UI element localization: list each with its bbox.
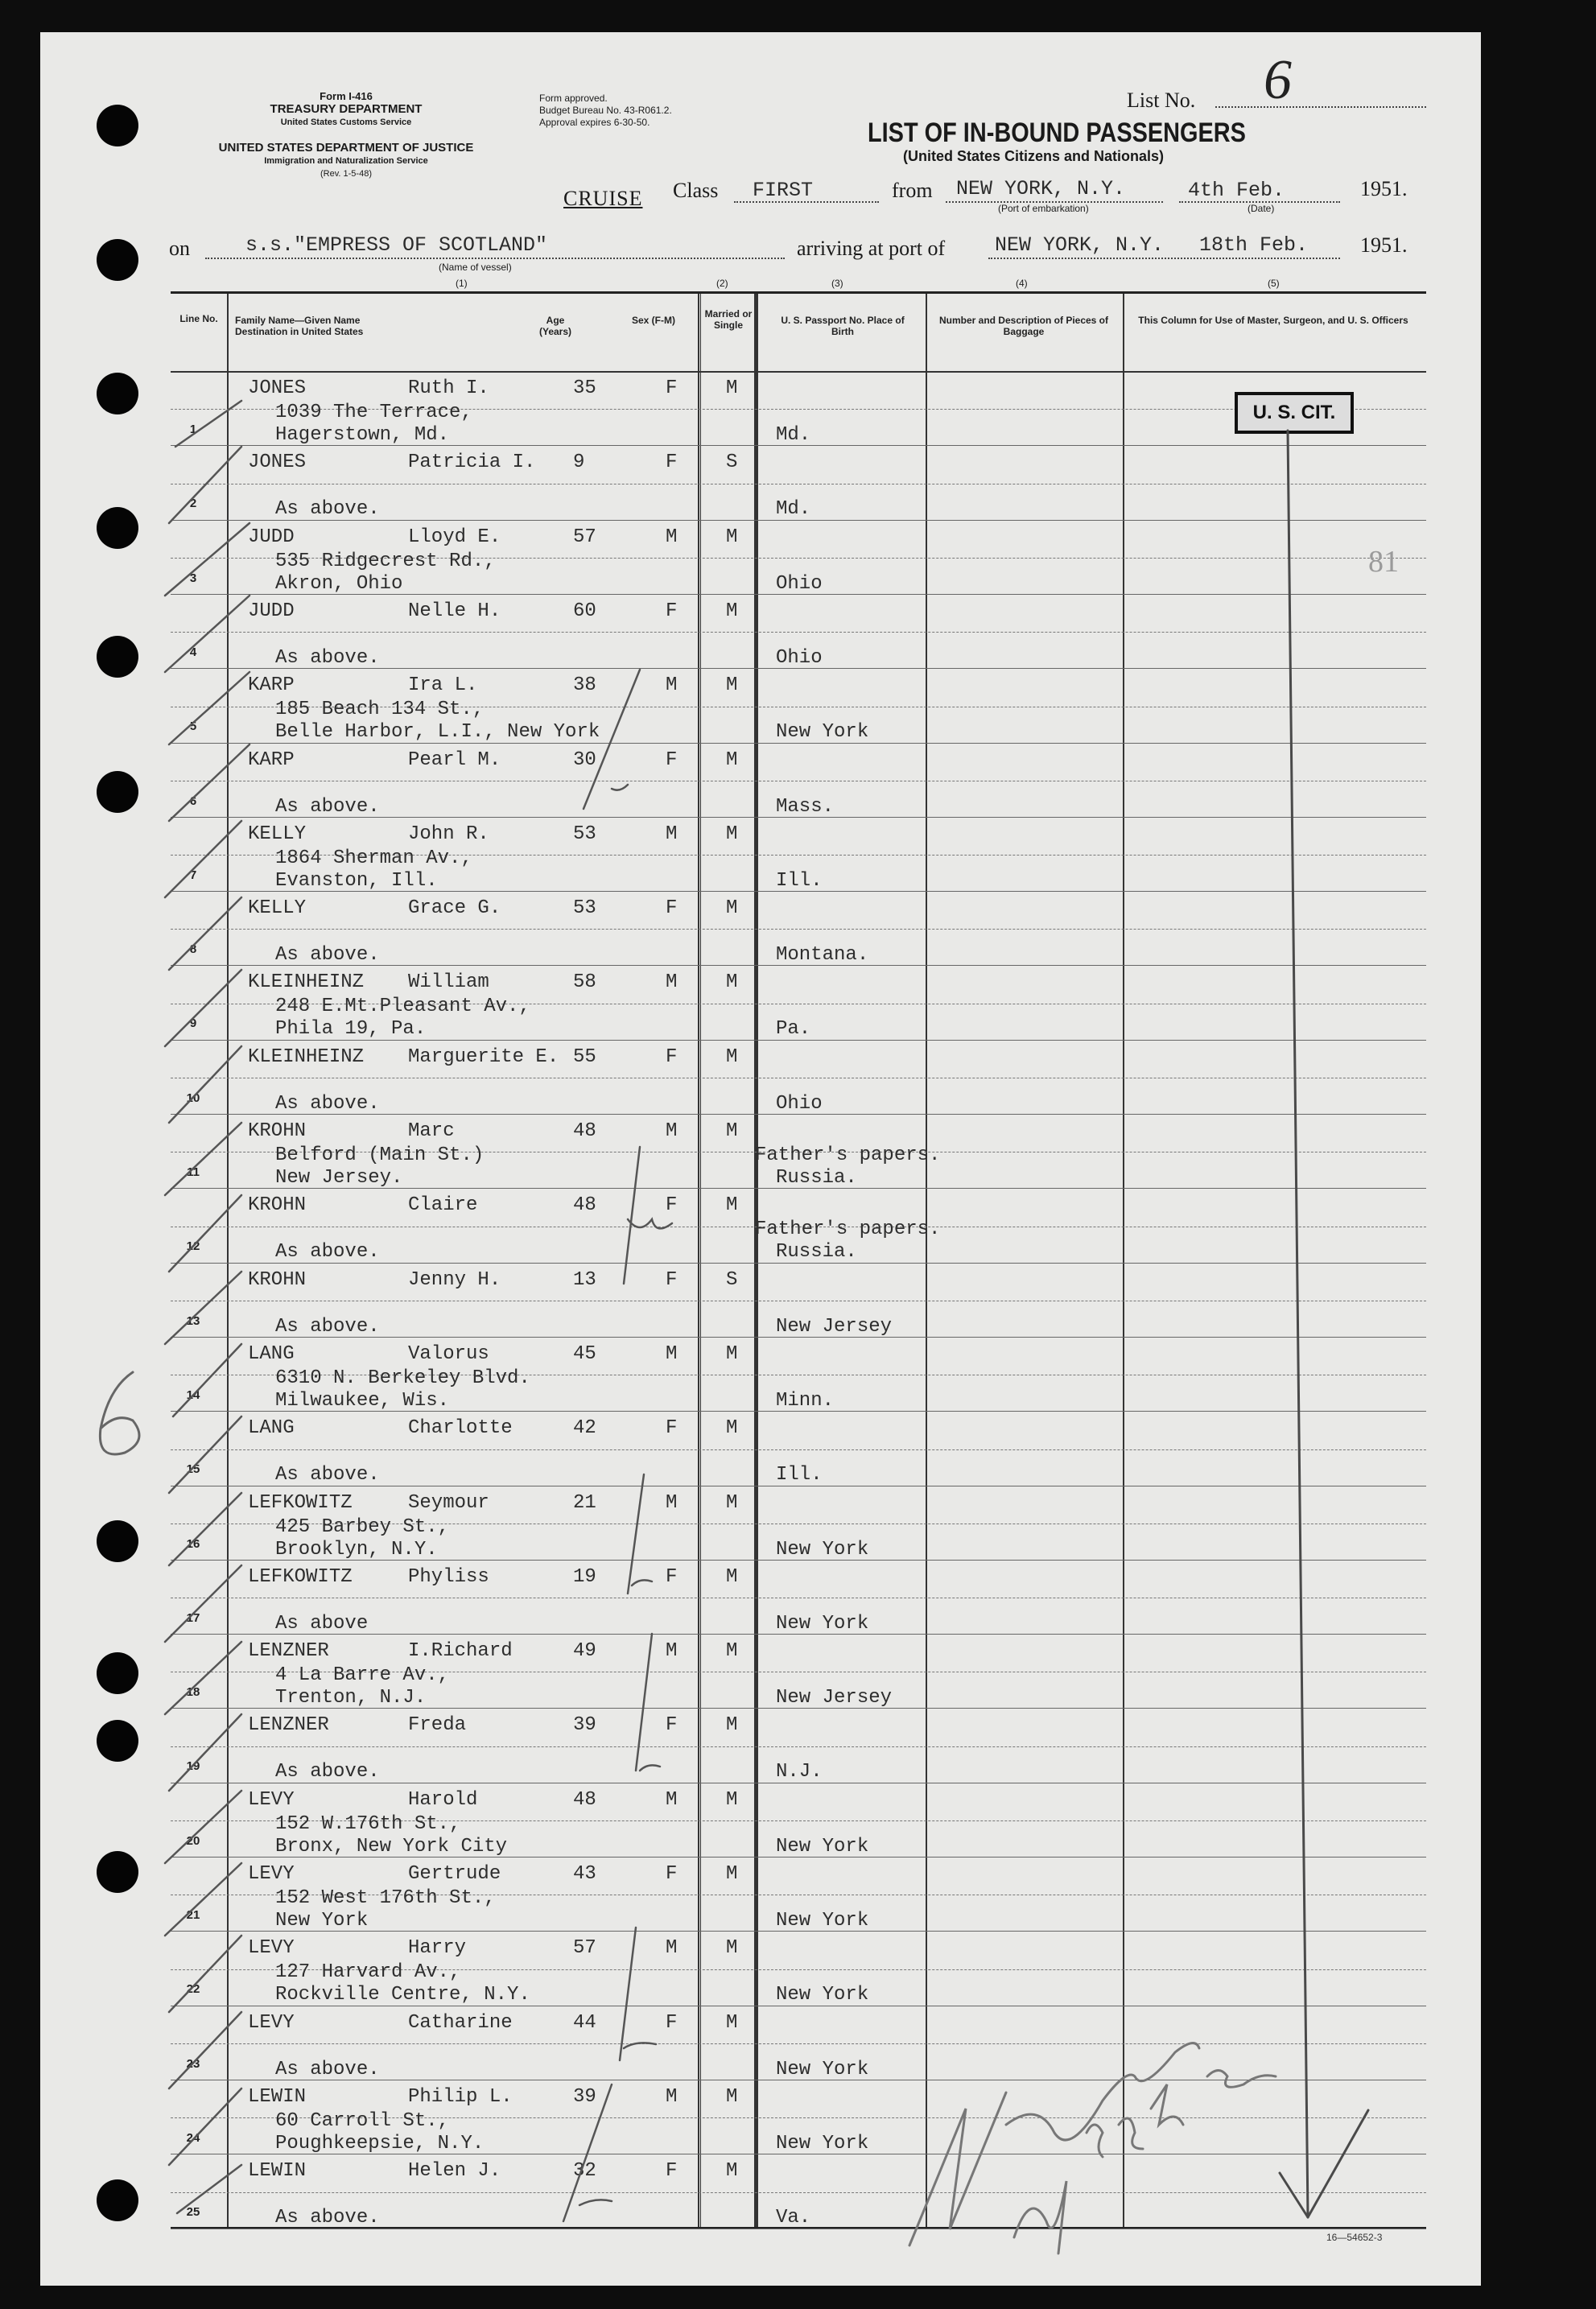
birthplace: New York (776, 1835, 869, 1858)
marital-status: M (726, 971, 738, 994)
address-line-2: As above. (275, 2058, 380, 2080)
sex: M (666, 1120, 678, 1142)
marital-status: M (726, 600, 738, 622)
marital-status: M (726, 2160, 738, 2183)
line-number: 15 (186, 1462, 200, 1477)
given-name: Marguerite E. (408, 1045, 559, 1068)
col-head-sex: Sex (F-M) (632, 315, 675, 326)
footer-code: 16—54652-3 (1326, 2232, 1383, 2243)
vessel-name: s.s."EMPRESS OF SCOTLAND" (245, 233, 548, 257)
sex: F (666, 1194, 678, 1217)
address-line-1: 535 Ridgecrest Rd., (275, 550, 496, 572)
age: 55 (573, 1045, 596, 1068)
address-line-1: 248 E.Mt.Pleasant Av., (275, 996, 530, 1018)
birthplace: Ohio (776, 1092, 823, 1115)
address-line-2: As above. (275, 1092, 380, 1115)
col-num-3: (3) (831, 278, 843, 289)
class-label: Class (673, 179, 719, 202)
birthplace: New York (776, 1538, 869, 1561)
family-name: LEVY (248, 1937, 295, 1960)
col-head-baggage: Number and Description of Pieces of Baggage (938, 315, 1109, 337)
sex: F (666, 600, 678, 622)
line-number: 9 (189, 1016, 197, 1031)
marital-status: M (726, 2085, 738, 2108)
given-name: Ruth I. (408, 377, 489, 399)
sex: F (666, 1863, 678, 1885)
sex: M (666, 1342, 678, 1365)
address-line-2: As above. (275, 2207, 380, 2229)
address-line-2: As above. (275, 944, 380, 967)
given-name: Ira L. (408, 674, 478, 697)
address-line-1: 1864 Sherman Av., (275, 847, 472, 869)
family-name: KROHN (248, 1194, 307, 1217)
address-line-1: 127 Harvard Av., (275, 1961, 461, 1984)
sex: F (666, 1268, 678, 1291)
arrive-date: 18th Feb. (1199, 233, 1309, 257)
family-name: LENZNER (248, 1714, 329, 1737)
sex: M (666, 1937, 678, 1960)
address-line-1: 425 Barbey St., (275, 1515, 450, 1538)
marital-status: M (726, 1565, 738, 1588)
arrive-port: NEW YORK, N.Y. (995, 233, 1165, 257)
line-number: 5 (189, 720, 197, 734)
age: 30 (573, 748, 596, 771)
page-title: LIST OF IN-BOUND PASSENGERS (868, 118, 1246, 148)
family-name: LEWIN (248, 2085, 307, 2108)
page-subtitle: (United States Citizens and Nationals) (903, 148, 1165, 164)
family-name: LEVY (248, 1863, 295, 1885)
birthplace-note: Father's papers. (755, 1218, 941, 1241)
line-number: 18 (186, 1685, 200, 1700)
birthplace: Pa. (776, 1018, 811, 1041)
address-line-2: As above. (275, 795, 380, 818)
given-name: Helen J. (408, 2160, 501, 2183)
given-name: Harold (408, 1788, 478, 1811)
age: 19 (573, 1565, 596, 1588)
family-name: KROHN (248, 1120, 307, 1142)
family-name: LEVY (248, 2011, 295, 2034)
sex: M (666, 823, 678, 845)
address-line-2: New Jersey. (275, 1167, 403, 1189)
line-number: 12 (186, 1239, 200, 1254)
marital-status: M (726, 1417, 738, 1440)
marital-status: S (726, 451, 738, 474)
col-head-married: Married or Single (704, 308, 753, 331)
age: 48 (573, 1788, 596, 1811)
family-name: JUDD (248, 526, 295, 548)
line-number: 22 (186, 1982, 200, 1997)
given-name: Lloyd E. (408, 526, 501, 548)
on-label: on (169, 237, 190, 260)
birthplace: Mass. (776, 795, 835, 818)
age: 39 (573, 2085, 596, 2108)
family-name: LANG (248, 1342, 295, 1365)
line-number: 25 (186, 2205, 200, 2220)
us-citizen-stamp: U. S. CIT. (1235, 392, 1354, 434)
address-line-2: Akron, Ohio (275, 572, 403, 595)
line-number: 14 (186, 1387, 200, 1402)
given-name: Nelle H. (408, 600, 501, 622)
given-name: Marc (408, 1120, 455, 1142)
family-name: KLEINHEINZ (248, 971, 365, 994)
line-number: 23 (186, 2056, 200, 2071)
family-name: LANG (248, 1417, 295, 1440)
from-label: from (892, 179, 933, 202)
budget-bureau: Budget Bureau No. 43-R061.2. (539, 105, 672, 116)
marital-status: M (726, 1788, 738, 1811)
age: 48 (573, 1194, 596, 1217)
address-line-2: Bronx, New York City (275, 1835, 508, 1858)
age: 35 (573, 377, 596, 399)
class-value: FIRST (753, 179, 814, 202)
sex: M (666, 971, 678, 994)
age: 53 (573, 897, 596, 920)
given-name: Catharine (408, 2011, 513, 2034)
given-name: Valorus (408, 1342, 489, 1365)
family-name: JONES (248, 451, 307, 474)
marital-status: M (726, 526, 738, 548)
family-name: KARP (248, 674, 295, 697)
port-caption: (Port of embarkation) (998, 203, 1089, 214)
marital-status: M (726, 674, 738, 697)
age: 60 (573, 600, 596, 622)
date-caption: (Date) (1248, 203, 1275, 214)
line-number: 19 (186, 1759, 200, 1774)
marital-status: M (726, 1045, 738, 1068)
line-number: 24 (186, 2130, 200, 2145)
age: 13 (573, 1268, 596, 1291)
age: 53 (573, 823, 596, 845)
margin-number: 81 (1368, 545, 1399, 579)
revision: (Rev. 1-5-48) (320, 169, 372, 179)
col-head-age: Age (Years) (538, 315, 572, 337)
marital-status: M (726, 748, 738, 771)
address-line-2: Belle Harbor, L.I., New York (275, 721, 600, 744)
address-line-2: Hagerstown, Md. (275, 424, 450, 446)
given-name: Grace G. (408, 897, 501, 920)
address-line-2: As above. (275, 646, 380, 669)
year-1: 1951. (1360, 177, 1408, 200)
line-number: 20 (186, 1833, 200, 1848)
given-name: Freda (408, 1714, 467, 1737)
age: 44 (573, 2011, 596, 2034)
sex: F (666, 1565, 678, 1588)
marital-status: M (726, 1194, 738, 1217)
sex: F (666, 897, 678, 920)
marital-status: M (726, 1640, 738, 1663)
ins-service: Immigration and Naturalization Service (264, 156, 428, 166)
age: 21 (573, 1491, 596, 1514)
age: 58 (573, 971, 596, 994)
address-line-1: 152 West 176th St., (275, 1887, 496, 1909)
address-line-1: 4 La Barre Av., (275, 1664, 450, 1687)
marital-status: M (726, 897, 738, 920)
birthplace: Ohio (776, 646, 823, 669)
address-line-2: New York (275, 1910, 369, 1932)
marital-status: M (726, 1714, 738, 1737)
marital-status: M (726, 823, 738, 845)
sex: F (666, 451, 678, 474)
given-name: Gertrude (408, 1863, 501, 1885)
line-number: 3 (189, 571, 197, 585)
age: 43 (573, 1863, 596, 1885)
address-line-2: Milwaukee, Wis. (275, 1389, 450, 1412)
address-line-2: Brooklyn, N.Y. (275, 1538, 438, 1561)
given-name: Pearl M. (408, 748, 501, 771)
address-line-1: 1039 The Terrace, (275, 402, 472, 423)
sex: M (666, 2085, 678, 2108)
sex: F (666, 1714, 678, 1737)
age: 57 (573, 526, 596, 548)
sex: F (666, 1417, 678, 1440)
address-line-1: 60 Carroll St., (275, 2109, 450, 2132)
given-name: Phyliss (408, 1565, 489, 1588)
list-no-value: 6 (1264, 49, 1292, 111)
birthplace: Montana. (776, 944, 869, 967)
address-line-2: Poughkeepsie, N.Y. (275, 2132, 485, 2154)
col-head-line-no: Line No. (179, 313, 218, 324)
line-number: 8 (189, 942, 197, 957)
age: 48 (573, 1120, 596, 1142)
marital-status: M (726, 2011, 738, 2034)
form-approved: Form approved. (539, 93, 608, 104)
sex: F (666, 377, 678, 399)
birthplace: Russia. (776, 1241, 857, 1264)
family-name: LEVY (248, 1788, 295, 1811)
col-head-passport: U. S. Passport No. Place of Birth (781, 315, 905, 337)
line-number: 1 (189, 423, 197, 436)
family-name: JONES (248, 377, 307, 399)
family-name: JUDD (248, 600, 295, 622)
age: 49 (573, 1640, 596, 1663)
age: 45 (573, 1342, 596, 1365)
address-line-2: As above. (275, 1241, 380, 1264)
from-value: NEW YORK, N.Y. (956, 177, 1126, 200)
given-name: Seymour (408, 1491, 489, 1514)
address-line-2: As above. (275, 1761, 380, 1783)
line-number: 10 (186, 1091, 200, 1105)
age: 39 (573, 1714, 596, 1737)
birthplace: Va. (776, 2207, 811, 2229)
sex: M (666, 674, 678, 697)
family-name: KELLY (248, 823, 307, 845)
line-number: 6 (189, 794, 197, 808)
birthplace: Md. (776, 424, 811, 446)
line-number: 11 (187, 1165, 200, 1179)
given-name: John R. (408, 823, 489, 845)
year-2: 1951. (1360, 233, 1408, 257)
address-line-2: As above. (275, 1315, 380, 1338)
marital-status: M (726, 1937, 738, 1960)
family-name: LEFKOWITZ (248, 1491, 353, 1514)
age: 57 (573, 1937, 596, 1960)
address-line-1: 6310 N. Berkeley Blvd. (275, 1367, 530, 1389)
given-name: Philip L. (408, 2085, 513, 2108)
sex: M (666, 1491, 678, 1514)
address-line-2: Rockville Centre, N.Y. (275, 1984, 530, 2006)
line-number: 16 (186, 1536, 200, 1551)
birthplace: New York (776, 721, 869, 744)
sex: M (666, 1788, 678, 1811)
sex: F (666, 2160, 678, 2183)
line-number: 21 (186, 1908, 200, 1922)
from-date: 4th Feb. (1188, 179, 1285, 202)
form-number: Form I-416 (320, 90, 373, 102)
age: 38 (573, 674, 596, 697)
given-name: Jenny H. (408, 1268, 501, 1291)
sex: F (666, 2011, 678, 2034)
col-num-5: (5) (1268, 278, 1280, 289)
marital-status: M (726, 1120, 738, 1142)
sex: F (666, 748, 678, 771)
list-no-label: List No. (1127, 89, 1196, 112)
family-name: KARP (248, 748, 295, 771)
address-line-1: 152 W.176th St., (275, 1812, 461, 1835)
birthplace: Minn. (776, 1389, 835, 1412)
line-number: 13 (186, 1313, 200, 1328)
family-name: KLEINHEINZ (248, 1045, 365, 1068)
age: 42 (573, 1417, 596, 1440)
sex: F (666, 1045, 678, 1068)
line-number: 4 (189, 645, 197, 659)
col-num-4: (4) (1016, 278, 1028, 289)
age: 9 (573, 451, 585, 474)
birthplace: New Jersey (776, 1315, 893, 1338)
line-number: 7 (189, 868, 197, 882)
col-num-2: (2) (716, 278, 728, 289)
marital-status: M (726, 1342, 738, 1365)
address-line-2: As above (275, 1612, 369, 1635)
customs-service: United States Customs Service (280, 118, 412, 127)
family-name: KELLY (248, 897, 307, 920)
birthplace: Russia. (776, 1167, 857, 1189)
vessel-caption: (Name of vessel) (439, 262, 512, 273)
marital-status: M (726, 1491, 738, 1514)
given-name: Harry (408, 1937, 467, 1960)
family-name: LEFKOWITZ (248, 1565, 353, 1588)
col-head-officers: This Column for Use of Master, Surgeon, and U. S. Officers (1138, 315, 1408, 326)
birthplace: New York (776, 1612, 869, 1635)
birthplace: Ill. (776, 1464, 823, 1486)
address-line-2: Phila 19, Pa. (275, 1018, 427, 1041)
given-name: Patricia I. (408, 451, 536, 474)
given-name: Charlotte (408, 1417, 513, 1440)
address-line-2: Evanston, Ill. (275, 869, 438, 892)
birthplace: Ill. (776, 869, 823, 892)
birthplace: New York (776, 2058, 869, 2080)
address-line-1: Belford (Main St.) (275, 1144, 485, 1166)
marital-status: M (726, 377, 738, 399)
family-name: LENZNER (248, 1640, 329, 1663)
address-line-1: 185 Beach 134 St., (275, 699, 485, 721)
line-number: 17 (186, 1610, 200, 1625)
marital-status: M (726, 1863, 738, 1885)
birthplace: New York (776, 1910, 869, 1932)
marital-status: S (726, 1268, 738, 1291)
col-head-name: Family Name—Given Name Destination in United States (235, 315, 364, 337)
treasury-dept: TREASURY DEPARTMENT (270, 102, 423, 116)
address-line-2: Trenton, N.J. (275, 1687, 427, 1709)
cruise-label: CRUISE (563, 187, 643, 210)
given-name: Claire (408, 1194, 478, 1217)
birthplace: New Jersey (776, 1687, 893, 1709)
age: 32 (573, 2160, 596, 2183)
justice-dept: UNITED STATES DEPARTMENT OF JUSTICE (218, 141, 474, 155)
birthplace: New York (776, 1984, 869, 2006)
birthplace: New York (776, 2132, 869, 2154)
family-name: LEWIN (248, 2160, 307, 2183)
sex: M (666, 1640, 678, 1663)
address-line-2: As above. (275, 498, 380, 521)
birthplace: N.J. (776, 1761, 823, 1783)
given-name: I.Richard (408, 1640, 513, 1663)
address-line-2: As above. (275, 1464, 380, 1486)
birthplace-note: Father's papers. (755, 1144, 941, 1166)
given-name: William (408, 971, 489, 994)
birthplace: Md. (776, 498, 811, 521)
line-number: 2 (189, 497, 197, 511)
approval-expires: Approval expires 6-30-50. (539, 117, 650, 128)
col-num-1: (1) (456, 278, 468, 289)
arriving-label: arriving at port of (797, 237, 946, 260)
family-name: KROHN (248, 1268, 307, 1291)
sex: M (666, 526, 678, 548)
birthplace: Ohio (776, 572, 823, 595)
